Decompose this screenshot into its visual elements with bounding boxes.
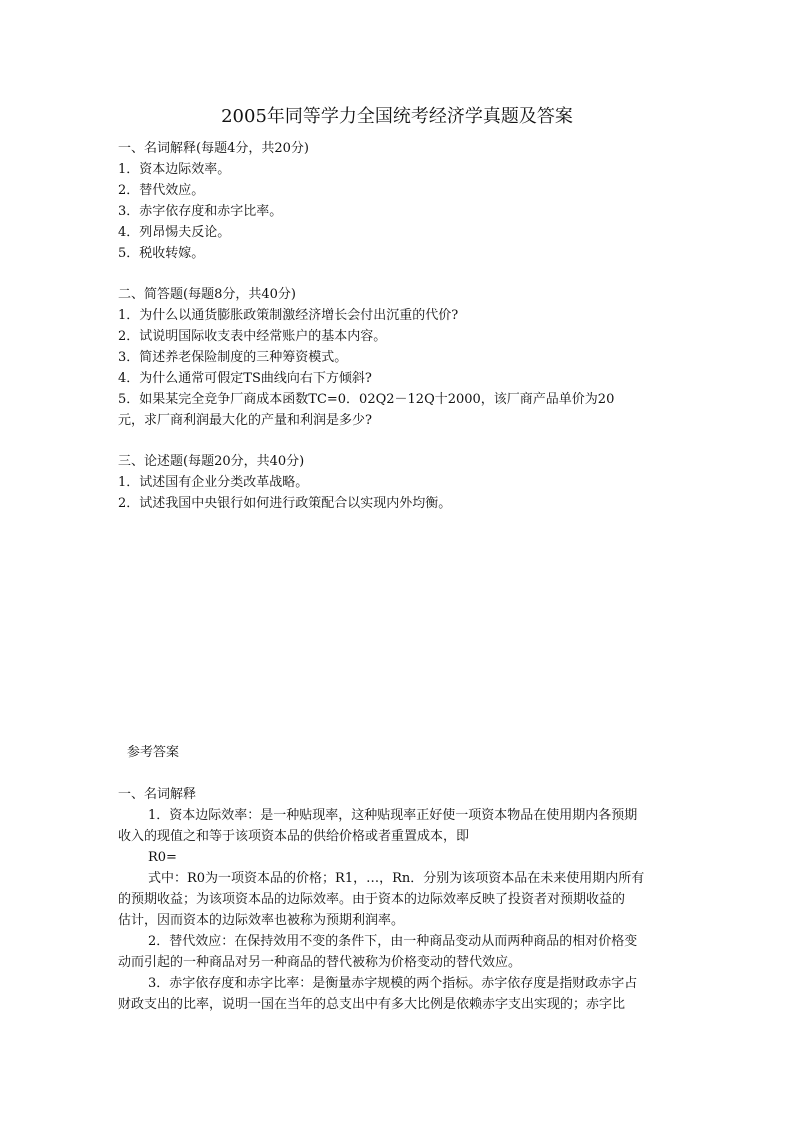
- page-title: 2005年同等学力全国统考经济学真题及答案: [221, 106, 573, 127]
- section1-heading: 一、名词解释(每题4分，共20分): [118, 141, 309, 156]
- question-item: 5．如果某完全竞争厂商成本函数TC=0．02Q2－12Q十2000，该厂商产品单价为20: [118, 392, 615, 407]
- answer-line: 式中：R0为一项资本品的价格；R1，…，Rn．分别为该项资本品在未来使用期内所有: [148, 871, 645, 886]
- answer-line: 财政支出的比率，说明一国在当年的总支出中有多大比例是依赖赤字支出实现的；赤字比: [118, 997, 626, 1012]
- question-item: 4．列昂惕夫反论。: [118, 225, 231, 240]
- answer-line: 的预期收益；为该项资本品的边际效率。由于资本的边际效率反映了投资者对预期收益的: [118, 892, 626, 907]
- answer-line: 估计，因而资本的边际效率也被称为预期利润率。: [118, 913, 405, 928]
- answer-line: 1．资本边际效率：是一种贴现率，这种贴现率正好使一项资本物品在使用期内各预期: [148, 808, 638, 823]
- question-item: 1．资本边际效率。: [118, 162, 231, 177]
- question-item: 4．为什么通常可假定TS曲线向右下方倾斜?: [118, 371, 372, 386]
- question-item: 1．试述国有企业分类改革战略。: [118, 475, 309, 490]
- question-item: 1．为什么以通货膨胀政策制激经济增长会付出沉重的代价?: [118, 308, 459, 323]
- question-item: 2．试说明国际收支表中经常账户的基本内容。: [118, 329, 387, 344]
- question-item: 5．税收转嫁。: [118, 246, 205, 261]
- section3-heading: 三、论述题(每题20分，共40分): [118, 454, 305, 469]
- formula-line: R0=: [148, 850, 177, 865]
- section2-heading: 二、简答题(每题8分，共40分): [118, 287, 296, 302]
- question-item-continued: 元，求厂商利润最大化的产量和利润是多少?: [118, 413, 372, 428]
- question-item: 3．简述养老保险制度的三种筹资模式。: [118, 350, 348, 365]
- question-item: 2．试述我国中央银行如何进行政策配合以实现内外均衡。: [118, 496, 452, 511]
- answer-line: 2．替代效应：在保持效用不变的条件下，由一种商品变动从而两种商品的相对价格变: [148, 934, 638, 949]
- question-item: 3．赤字依存度和赤字比率。: [118, 204, 283, 219]
- question-item: 2．替代效应。: [118, 183, 205, 198]
- answer-line: 3．赤字依存度和赤字比率：是衡量赤字规模的两个指标。赤字依存度是指财政赤字占: [148, 976, 638, 991]
- answer-line: 动而引起的一种商品对另一种商品的替代被称为价格变动的替代效应。: [118, 955, 522, 970]
- answer-line: 收入的现值之和等于该项资本品的供给价格或者重置成本，即: [118, 829, 470, 844]
- answers-heading: 参考答案: [127, 745, 180, 760]
- answers-sub-heading: 一、名词解释: [118, 787, 197, 802]
